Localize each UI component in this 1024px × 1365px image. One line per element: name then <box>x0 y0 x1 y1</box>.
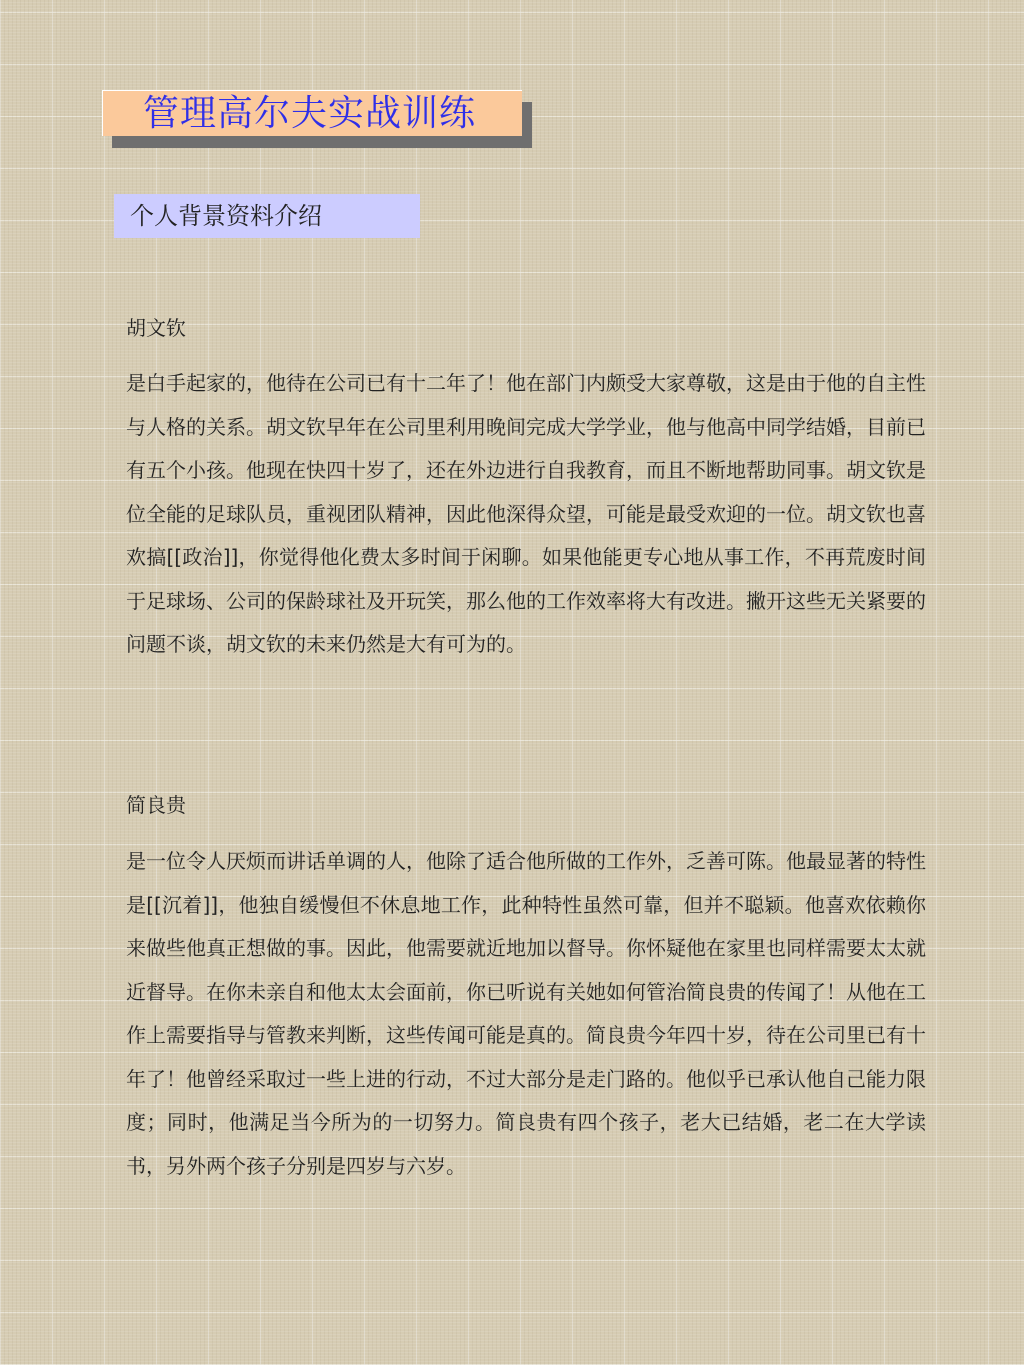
profile-bio: 是白手起家的，他待在公司已有十二年了！他在部门内颇受大家尊敬，这是由于他的自主性与人格的关系。胡文钦早年在公司里利用晚间完成大学学业，他与他高中同学结婚，目前已有五个小孩。他现在快四十岁了，还在外边进行自我教育，而且不断地帮助同事。胡文钦是位全能的足球队员，重视团队精神，因此他深得众望，可能是最受欢迎的一位。胡文钦也喜欢搞[[政治]]，你觉得他化费太多时间于闲聊。如果他能更专心地从事工作，不再荒废时间于足球场、公司的保龄球社及开玩笑，那么他的工作效率将大有改进。撇开这些无关紧要的问题不谈，胡文钦的未来仍然是大有可为的。 <box>126 371 926 656</box>
profile-bio: 是一位令人厌烦而讲话单调的人，他除了适合他所做的工作外，乏善可陈。他最显著的特性是[[沉着]]，他独自缓慢但不休息地工作，此种特性虽然可靠，但并不聪颖。他喜欢依赖你来做些他真正想做的事。因此，他需要就近地加以督导。你怀疑他在家里也同样需要太太就近督导。在你未亲自和他太太会面前，你已听说有关她如何管治简良贵的传闻了！从他在工作上需要指导与管教来判断，这些传闻可能是真的。简良贵今年四十岁，待在公司里已有十年了！他曾经采取过一些上进的行动，不过大部分是走门路的。他似乎已承认他自己能力限度；同时，他满足当今所为的一切努力。简良贵有四个孩子，老大已结婚，老二在大学读书，另外两个孩子分别是四岁与六岁。 <box>126 849 926 1178</box>
section-heading-box <box>114 194 420 238</box>
page-title: 管理高尔夫实战训练 <box>143 93 477 134</box>
title-box <box>102 90 522 136</box>
title-banner <box>102 90 522 136</box>
profile-name: 胡文钦 <box>126 316 186 340</box>
profile-name: 简良贵 <box>126 793 186 817</box>
section-heading: 个人背景资料介绍 <box>130 202 322 230</box>
